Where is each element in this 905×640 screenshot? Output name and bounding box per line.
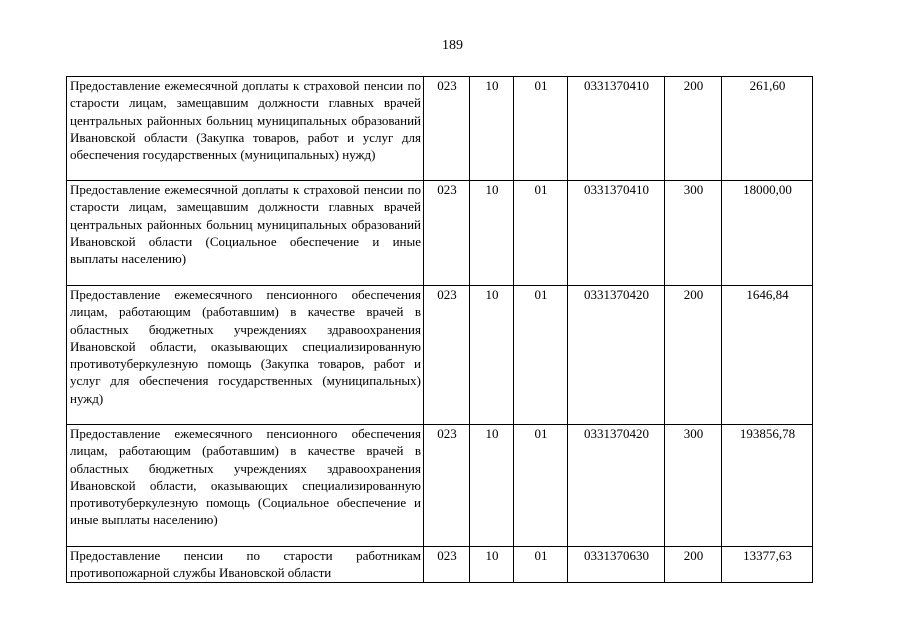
target-article-code: 0331370410 — [568, 181, 665, 286]
ministry-code: 023 — [424, 286, 470, 425]
row-description: Предоставление ежемесячного пенсионного обеспечения лицам, работающим (работавшим) в качестве врачей в областных бюджетных учреждениях здравоохранения Ивановской области, оказывающих специализированную противотуберкулезную помощь (Социальное обеспечение и иные выплаты населению) — [67, 425, 424, 547]
subsection-code: 01 — [514, 77, 568, 181]
target-article-code: 0331370420 — [568, 286, 665, 425]
target-article-code: 0331370630 — [568, 547, 665, 583]
section-code: 10 — [470, 286, 514, 425]
amount-value: 18000,00 — [722, 181, 813, 286]
section-code: 10 — [470, 77, 514, 181]
expense-type-code: 300 — [665, 425, 722, 547]
amount-value: 193856,78 — [722, 425, 813, 547]
table-row — [67, 425, 813, 547]
ministry-code: 023 — [424, 547, 470, 583]
page-number: 189 — [442, 38, 463, 53]
budget-table — [66, 76, 813, 583]
subsection-code: 01 — [514, 181, 568, 286]
ministry-code: 023 — [424, 181, 470, 286]
expense-type-code: 200 — [665, 547, 722, 583]
target-article-code: 0331370410 — [568, 77, 665, 181]
row-description: Предоставление ежемесячной доплаты к страховой пенсии по старости лицам, замещавшим должности главных врачей центральных районных больниц муниципальных образований Ивановской области (Социальное обеспечение и иные выплаты населению) — [67, 181, 424, 286]
expense-type-code: 200 — [665, 286, 722, 425]
row-description: Предоставление ежемесячного пенсионного обеспечения лицам, работающим (работавшим) в качестве врачей в областных бюджетных учреждениях здравоохранения Ивановской области, оказывающих специализированную противотуберкулезную помощь (Закупка товаров, работ и услуг для обеспечения государственных (муниципальных) нужд) — [67, 286, 424, 425]
section-code: 10 — [470, 425, 514, 547]
table-row — [67, 181, 813, 286]
amount-value: 13377,63 — [722, 547, 813, 583]
section-code: 10 — [470, 547, 514, 583]
subsection-code: 01 — [514, 547, 568, 583]
expense-type-code: 300 — [665, 181, 722, 286]
row-description: Предоставление пенсии по старости работникам противопожарной службы Ивановской области — [67, 547, 424, 583]
subsection-code: 01 — [514, 425, 568, 547]
expense-type-code: 200 — [665, 77, 722, 181]
target-article-code: 0331370420 — [568, 425, 665, 547]
ministry-code: 023 — [424, 425, 470, 547]
ministry-code: 023 — [424, 77, 470, 181]
table-row — [67, 547, 813, 583]
table-row — [67, 286, 813, 425]
row-description: Предоставление ежемесячной доплаты к страховой пенсии по старости лицам, замещавшим должности главных врачей центральных районных больниц муниципальных образований Ивановской области (Закупка товаров, работ и услуг для обеспечения государственных (муниципальных) нужд) — [67, 77, 424, 181]
amount-value: 1646,84 — [722, 286, 813, 425]
subsection-code: 01 — [514, 286, 568, 425]
amount-value: 261,60 — [722, 77, 813, 181]
section-code: 10 — [470, 181, 514, 286]
table-row — [67, 77, 813, 181]
